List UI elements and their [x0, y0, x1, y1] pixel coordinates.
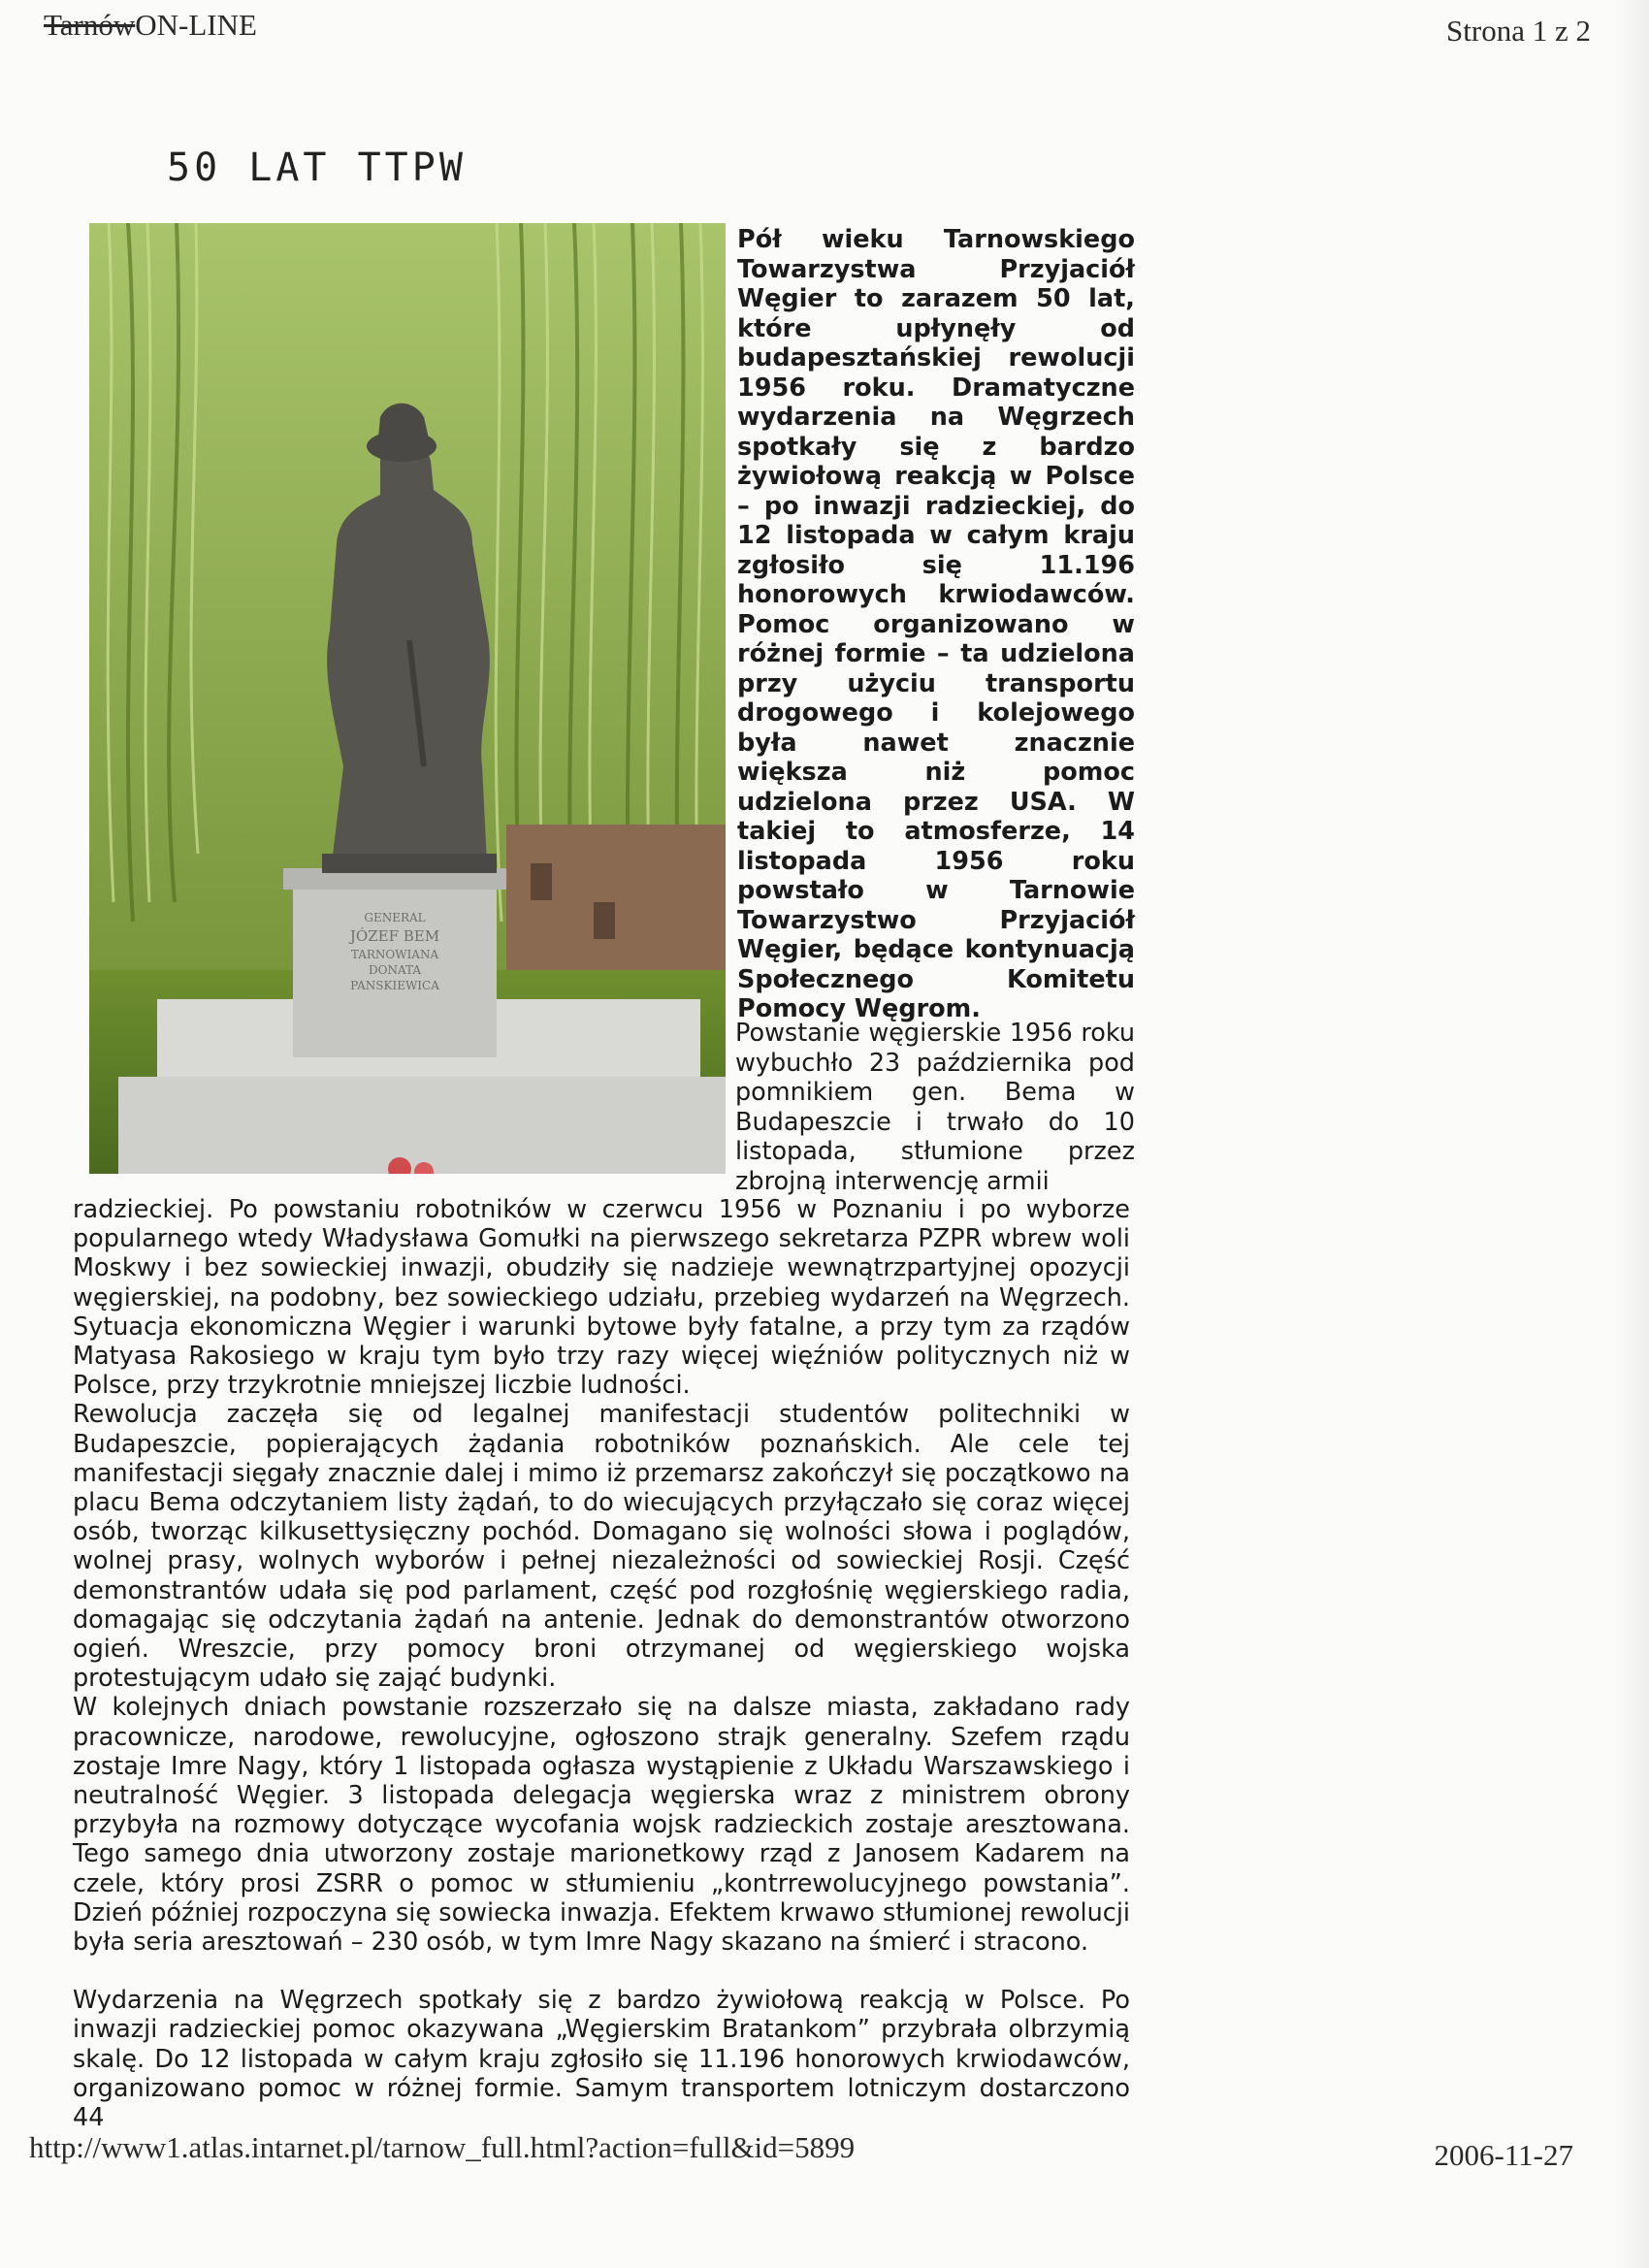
- scan-edge-shadow: [1612, 0, 1649, 2268]
- page-counter: Strona 1 z 2: [1446, 14, 1591, 48]
- bem-monument-photo: [89, 223, 726, 1174]
- body-paragraph-1: radzieckiej. Po powstaniu robotników w czerwcu 1956 w Poznaniu i po wyborze popularnego wtedy Władysława Gomułki na pierwszego sekretarza PZPR wbrew woli Moskwy i bez sowieckiej inwazji, obudziły się nadzieje wewnątrzpartyjnej opozycji węgierskiej, na podobny, bez sowieckiego udziału, przebieg wydarzeń na Węgrzech. Sytuacja ekonomiczna Węgier i warunki bytowe były fatalne, a przy tym za rządów Matyasa Rakosiego w kraju tym było trzy razy więcej więźniów politycznych niż w Polsce, przy trzykrotnie mniejszej liczbie ludności.: [73, 1195, 1130, 1401]
- article-lead: Pół wieku Tarnowskiego Towarzystwa Przyjaciół Węgier to zarazem 50 lat, które upłynęły od budapesztańskiej rewolucji 1956 roku. Dramatyczne wydarzenia na Węgrzech spotkały się z bardzo żywiołową reakcją w Polsce – po inwazji radzieckiej, do 12 listopada w całym kraju zgłosiło się 11.196 honorowych krwiodawców. Pomoc organizowano w różnej formie – ta udzielona przy użyciu transportu drogowego i kolejowego była nawet znacznie większa niż pomoc udzielona przez USA. W takiej to atmosferze, 14 listopada 1956 roku powstało w Tarnowie Towarzystwo Przyjaciół Węgier, będące kontynuacją Społecznego Komitetu Pomocy Węgrom.: [737, 225, 1135, 1023]
- body-paragraph-3: W kolejnych dniach powstanie rozszerzało się na dalsze miasta, zakładano rady pracownicze, narodowe, rewolucyjne, ogłoszono strajk generalny. Szefem rządu zostaje Imre Nagy, który 1 listopada ogłasza wystąpienie z Układu Warszawskiego i neutralność Węgier. 3 listopada delegacja węgierska wraz z ministrem obrony przybyła na rozmowy dotyczące wycofania wojsk radzieckich zostaje aresztowana. Tego samego dnia utworzony zostaje marionetkowy rząd z Janosem Kadarem na czele, który prosi ZSRR o pomoc w stłumieniu „kontrrewolucyjnego powstania”. Dzień później rozpoczyna się sowiecka inwazja. Efektem krwawo stłumionej rewolucji była seria aresztowań – 230 osób, w tym Imre Nagy skazano na śmierć i stracono.: [73, 1693, 1130, 1958]
- pedestal-inscription-line-4: DONATA: [369, 963, 421, 977]
- site-name-rest: ON-LINE: [135, 8, 257, 42]
- pedestal-inscription-line-1: GENERAL: [364, 911, 426, 924]
- monument-illustration: [89, 223, 726, 1174]
- article-body: [73, 1195, 1130, 2132]
- article-side-text: Powstanie węgierskie 1956 roku wybuchło 23 października pod pomnikiem gen. Bema w Budapeszcie i trwało do 10 listopada, stłumione przez zbrojną interwencję armii: [735, 1019, 1135, 1196]
- pedestal-inscription-line-5: PANSKIEWICA: [350, 979, 439, 992]
- site-header: [44, 8, 257, 43]
- article-title: 50 LAT TTPW: [167, 146, 467, 190]
- source-url: http://www1.atlas.intarnet.pl/tarnow_full.html?action=full&id=5899: [29, 2130, 856, 2164]
- print-date: 2006-11-27: [1434, 2138, 1573, 2172]
- body-paragraph-4: Wydarzenia na Węgrzech spotkały się z bardzo żywiołową reakcją w Polsce. Po inwazji radzieckiej pomoc okazywana „Węgierskim Bratankom” przybrała olbrzymią skalę. Do 12 listopada w całym kraju zgłosiło się 11.196 honorowych krwiodawców, organizowano pomoc w różnej formie. Samym transportem lotniczym dostarczono 44: [73, 1986, 1130, 2133]
- body-paragraph-2: Rewolucja zaczęła się od legalnej manifestacji studentów politechniki w Budapeszcie, popierających żądania robotników poznańskich. Ale cele tej manifestacji sięgały znacznie dalej i mimo iż przemarsz zakończył się początkowo na placu Bema odczytaniem listy żądań, to do wiecujących przyłączało się coraz więcej osób, tworząc kilkusettysięczny pochód. Domagano się wolności słowa i poglądów, wolnej prasy, wolnych wyborów i pełnej niezależności od sowieckiej Rosji. Część demonstrantów udała się pod parlament, część pod rozgłośnię węgierskiego radia, domagając się odczytania żądań na antenie. Jednak do demonstrantów otworzono ogień. Wreszcie, przy pomocy broni otrzymanej od węgierskiego wojska protestującym udało się zająć budynki.: [73, 1400, 1130, 1694]
- pedestal-inscription-line-2: JÓZEF BEM: [349, 927, 440, 945]
- site-name-struck: Tarnów: [44, 8, 136, 42]
- pedestal-inscription-line-3: TARNOWIANA: [350, 948, 439, 961]
